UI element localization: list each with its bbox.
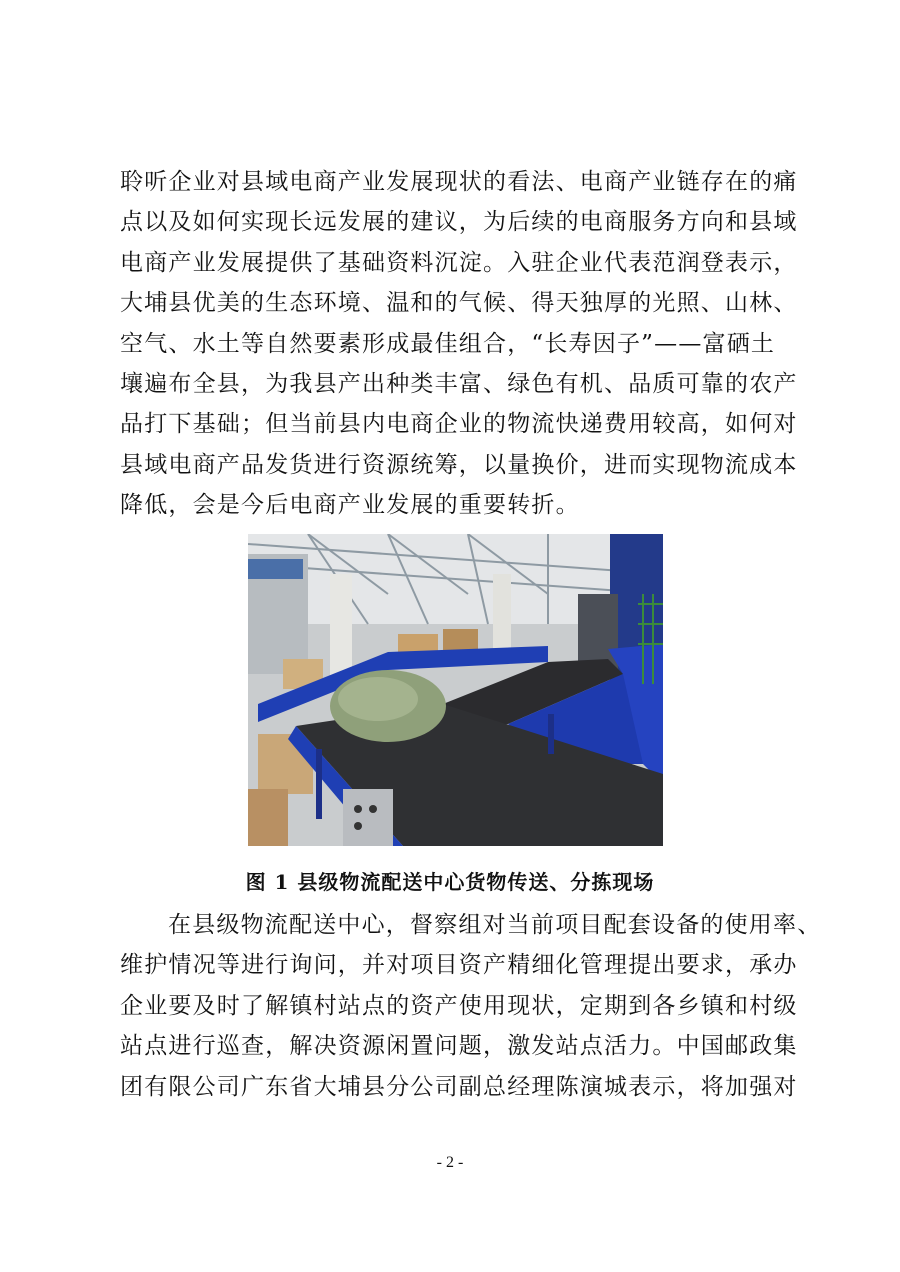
figure-caption: 图 1 县级物流配送中心货物传送、分拣现场 <box>245 870 655 894</box>
paragraph-line: 县域电商产品发货进行资源统筹，以量换价，进而实现物流成本 <box>120 451 798 478</box>
paragraph-line: 维护情况等进行询问，并对项目资产精细化管理提出要求，承办 <box>120 952 798 979</box>
conveyor-photo-illustration <box>248 534 663 846</box>
paragraph-line: 大埔县优美的生态环境、温和的气候、得天独厚的光照、山林、 <box>120 290 798 317</box>
paragraph-line: 在县级物流配送中心，督察组对当前项目配套设备的使用率、 <box>168 912 822 938</box>
paragraph-line: 壤遍布全县，为我县产出种类丰富、绿色有机、品质可靠的农产 <box>120 371 798 398</box>
paragraph-line: 站点进行巡查，解决资源闲置问题，激发站点活力。中国邮政集 <box>120 1033 798 1060</box>
figure-photo-conveyor <box>248 534 663 846</box>
paragraph-line: 聆听企业对县域电商产业发展现状的看法、电商产业链存在的痛 <box>120 169 798 195</box>
page-number: - 2 - <box>436 1154 464 1171</box>
paragraph-line: 空气、水土等自然要素形成最佳组合，“长寿因子”——富硒土 <box>120 330 776 357</box>
paragraph-line: 团有限公司广东省大埔县分公司副总经理陈演城表示，将加强对 <box>120 1073 798 1100</box>
paragraph-line: 企业要及时了解镇村站点的资产使用现状，定期到各乡镇和村级 <box>120 992 798 1019</box>
paragraph-1 <box>120 162 798 526</box>
paragraph-line: 降低，会是今后电商产业发展的重要转折。 <box>120 492 580 519</box>
paragraph-2 <box>120 905 822 1107</box>
paragraph-line: 品打下基础；但当前县内电商企业的物流快递费用较高，如何对 <box>120 411 798 438</box>
paragraph-line: 点以及如何实现长远发展的建议，为后续的电商服务方向和县域 <box>120 209 798 236</box>
paragraph-line: 电商产业发展提供了基础资料沉淀。入驻企业代表范润登表示， <box>120 249 798 276</box>
